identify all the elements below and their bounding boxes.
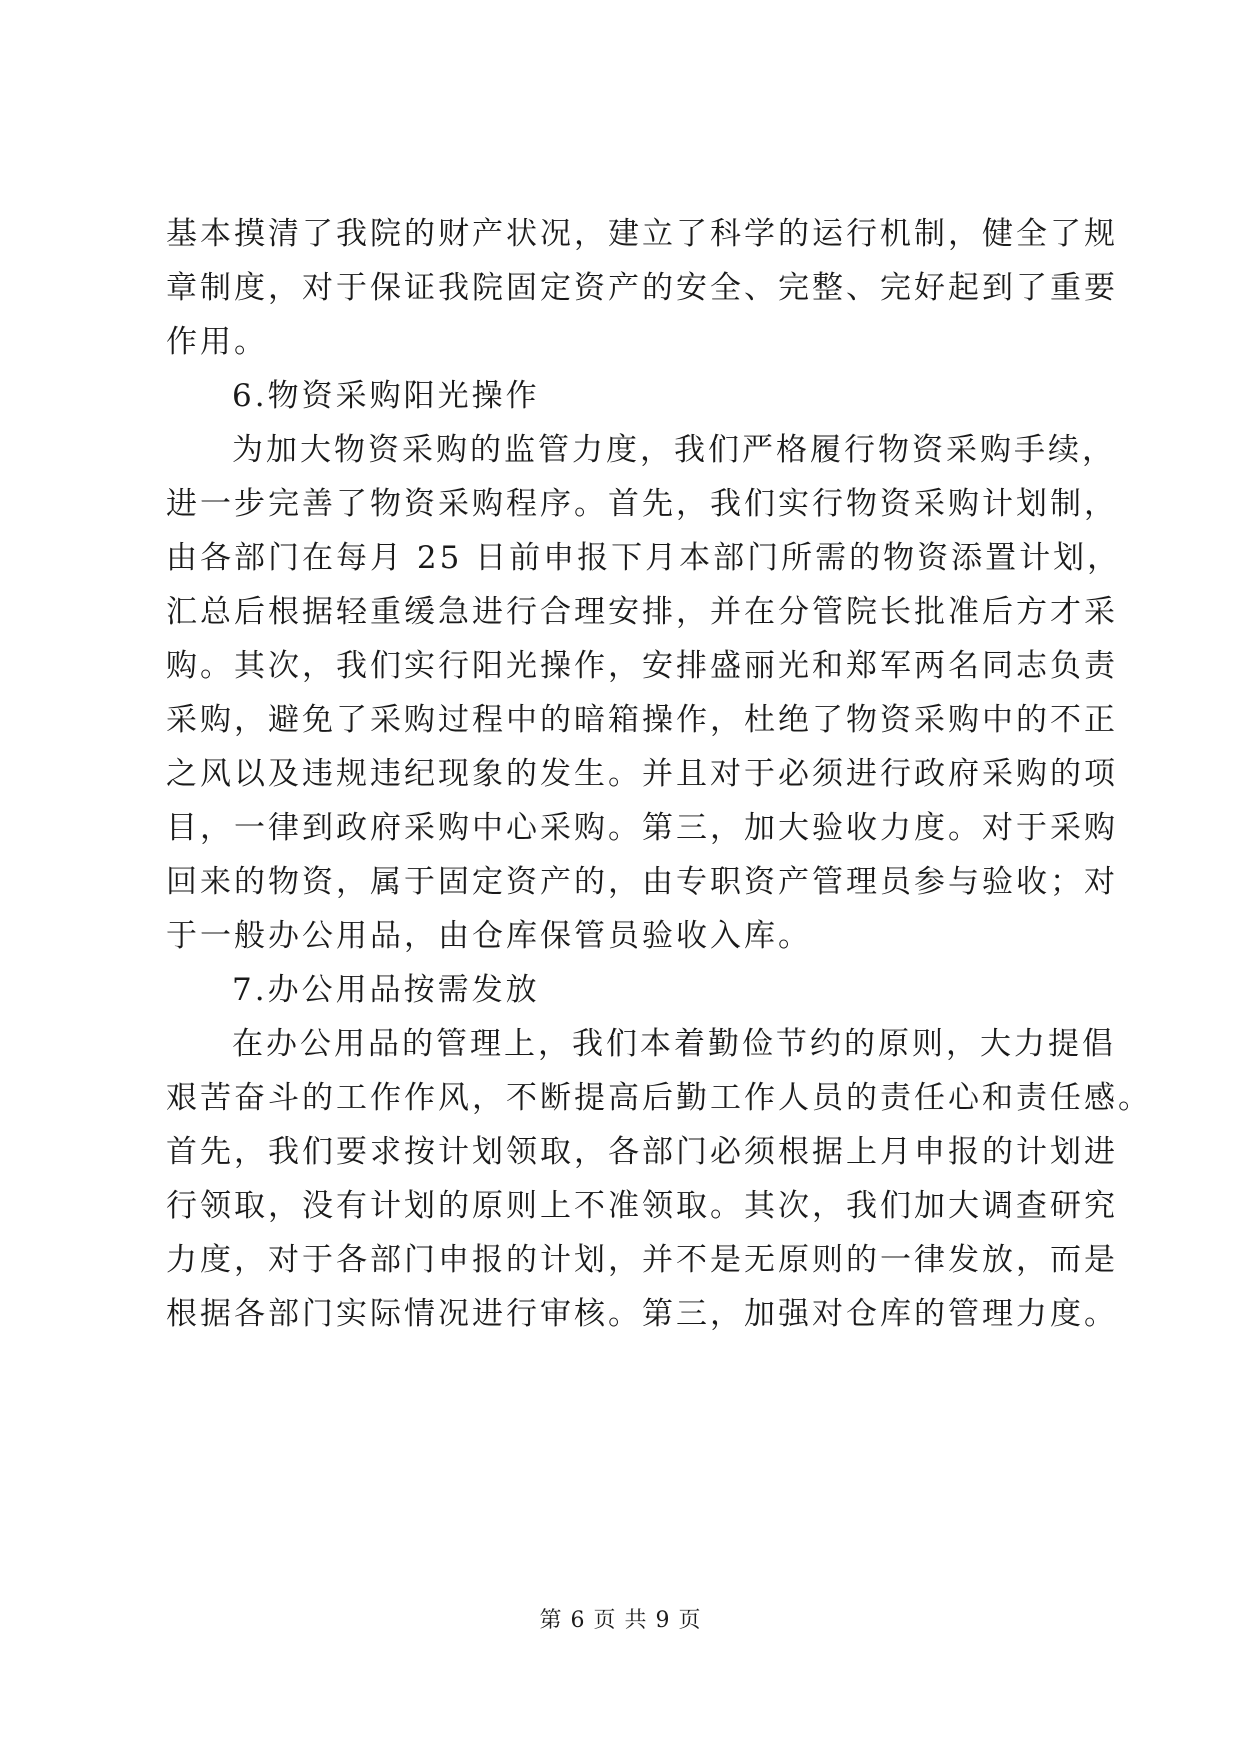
body-text-line: 采购，避免了采购过程中的暗箱操作，杜绝了物资采购中的不正 — [166, 702, 1118, 738]
body-text-line: 作用。 — [166, 324, 268, 360]
body-text-line: 之风以及违规违纪现象的发生。并且对于必须进行政府采购的项 — [166, 756, 1118, 792]
body-text-line: 购。其次，我们实行阳光操作，安排盛丽光和郑军两名同志负责 — [166, 648, 1118, 684]
section-heading-6: 6.物资采购阳光操作 — [232, 378, 540, 414]
body-text-line: 由各部门在每月 25 日前申报下月本部门所需的物资添置计划， — [166, 540, 1122, 576]
body-text-line: 回来的物资，属于固定资产的，由专职资产管理员参与验收；对 — [166, 864, 1118, 900]
body-text-line: 艰苦奋斗的工作作风，不断提高后勤工作人员的责任心和责任感。 — [166, 1080, 1152, 1116]
body-text-line: 目，一律到政府采购中心采购。第三，加大验收力度。对于采购 — [166, 810, 1118, 846]
body-text-line: 汇总后根据轻重缓急进行合理安排，并在分管院长批准后方才采 — [166, 594, 1118, 630]
body-text-line: 首先，我们要求按计划领取，各部门必须根据上月申报的计划进 — [166, 1134, 1118, 1170]
body-text-line: 基本摸清了我院的财产状况，建立了科学的运行机制，健全了规 — [166, 216, 1118, 252]
section-heading-7: 7.办公用品按需发放 — [232, 972, 540, 1008]
body-text-line: 章制度，对于保证我院固定资产的安全、完整、完好起到了重要 — [166, 270, 1118, 306]
body-text-line: 于一般办公用品，由仓库保管员验收入库。 — [166, 918, 812, 954]
body-text-line: 在办公用品的管理上，我们本着勤俭节约的原则，大力提倡 — [232, 1026, 1116, 1062]
body-text-line: 力度，对于各部门申报的计划，并不是无原则的一律发放，而是 — [166, 1242, 1118, 1278]
body-text-line: 为加大物资采购的监管力度，我们严格履行物资采购手续， — [232, 432, 1116, 468]
page-number-footer: 第 6 页 共 9 页 — [539, 1608, 702, 1633]
body-text-line: 进一步完善了物资采购程序。首先，我们实行物资采购计划制， — [166, 486, 1118, 522]
body-text-line: 行领取，没有计划的原则上不准领取。其次，我们加大调查研究 — [166, 1188, 1118, 1224]
body-text-line: 根据各部门实际情况进行审核。第三，加强对仓库的管理力度。 — [166, 1296, 1118, 1332]
